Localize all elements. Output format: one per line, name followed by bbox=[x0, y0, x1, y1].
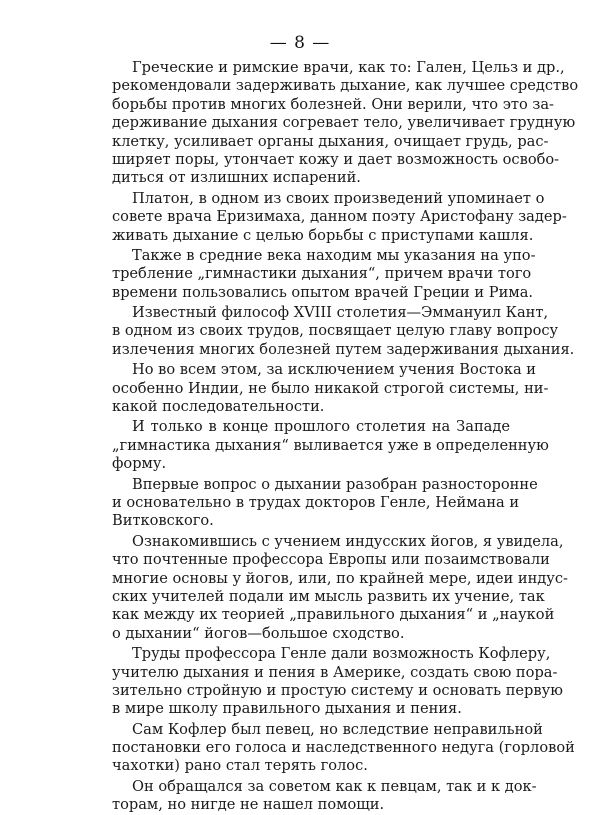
text-line: Известный философ XVIII столетия—Эммануил Кант, bbox=[132, 304, 549, 322]
text-line: излечения многих болезней путем задерживания дыхания. bbox=[112, 340, 575, 358]
text-line: и основательно в трудах докторов Генле, Неймана и bbox=[112, 493, 520, 511]
text-line: какой последовательности. bbox=[112, 398, 325, 416]
text-line: зительно стройную и простую систему и основать первую bbox=[112, 681, 563, 699]
text-line: живать дыхание с целью борьбы с приступами кашля. bbox=[112, 226, 534, 244]
text-line: Сам Кофлер был певец, но вследствие неправильной bbox=[132, 720, 543, 738]
paragraph bbox=[112, 189, 567, 245]
text-line: особенно Индии, не было никакой строгой системы, ни- bbox=[112, 379, 549, 397]
text-line: „гимнастика дыхания“ выливается уже в определенную bbox=[112, 436, 549, 454]
text-line: времени пользовались опытом врачей Греции и Рима. bbox=[112, 283, 534, 301]
body-text bbox=[112, 59, 579, 815]
text-line: Витковского. bbox=[112, 512, 214, 530]
paragraph bbox=[112, 475, 538, 531]
text-line: многие основы у йогов, или, по крайней мере, идеи индус- bbox=[112, 569, 568, 587]
text-line: ских учителей подали им мысль развить их учение, так bbox=[112, 587, 545, 605]
paragraph bbox=[112, 246, 536, 302]
text-line: диться от излишних испарений. bbox=[112, 169, 361, 187]
text-line: что почтенные профессора Европы или позаимствовали bbox=[112, 551, 550, 569]
text-line: как между их теорией „правильного дыхания“ и „наукой bbox=[112, 606, 555, 624]
text-line: И только в конце прошлого столетия на Западе bbox=[132, 418, 510, 436]
text-line: борьбы против многих болезней. Они верили, что это за- bbox=[112, 95, 554, 113]
paragraph bbox=[112, 532, 568, 643]
text-line: о дыхании“ йогов—большое сходство. bbox=[112, 624, 405, 642]
paragraph bbox=[112, 304, 575, 359]
text-line: Греческие и римские врачи, как то: Гален, Цельз и др., bbox=[132, 59, 565, 76]
text-line: Он обращался за советом как к певцам, так и к док- bbox=[132, 777, 537, 795]
text-line: требление „гимнастики дыхания“, причем врачи того bbox=[112, 265, 532, 283]
text-line: рекомендовали задерживать дыхание, как лучшее средство bbox=[112, 77, 579, 95]
text-line: Платон, в одном из своих произведений упоминает о bbox=[132, 189, 545, 207]
text-line: учителю дыхания и пения в Америке, создать свою пора- bbox=[112, 663, 558, 681]
text-line: в мире школу правильного дыхания и пения. bbox=[112, 700, 462, 718]
text-line: совете врача Еризимаха, данном поэту Аристофану задер- bbox=[112, 208, 567, 226]
text-line: Но во всем этом, за исключением учения Востока и bbox=[132, 361, 537, 379]
paragraph bbox=[112, 720, 575, 776]
page-number: — 8 — bbox=[269, 33, 331, 53]
text-line: в одном из своих трудов, посвящает целую главу вопросу bbox=[112, 322, 559, 340]
text-line: Труды профессора Генле дали возможность Кофлеру, bbox=[132, 645, 551, 663]
text-line: постановки его голоса и наследственного недуга (горловой bbox=[112, 739, 575, 757]
paragraph bbox=[112, 418, 549, 473]
text-line: Ознакомившись с учением индусских йогов, я увидела, bbox=[132, 532, 564, 550]
text-line: держивание дыхания согревает тело, увеличивает грудную bbox=[112, 114, 576, 132]
text-line: чахотки) рано стал терять голос. bbox=[112, 757, 368, 775]
text-line: торам, но нигде не нашел помощи. bbox=[112, 796, 385, 814]
text-line: ширяет поры, утончает кожу и дает возможность освобо- bbox=[112, 150, 560, 168]
text-line: клетку, усиливает органы дыхания, очищает грудь, рас- bbox=[112, 132, 549, 150]
text-line: Впервые вопрос о дыхании разобран разносторонне bbox=[132, 475, 538, 493]
paragraph bbox=[112, 59, 579, 188]
text-line: форму. bbox=[112, 455, 167, 473]
paragraph bbox=[112, 645, 563, 719]
paragraph bbox=[112, 777, 537, 815]
paragraph bbox=[112, 361, 549, 416]
text-line: Также в средние века находим мы указания на упо- bbox=[132, 246, 536, 264]
